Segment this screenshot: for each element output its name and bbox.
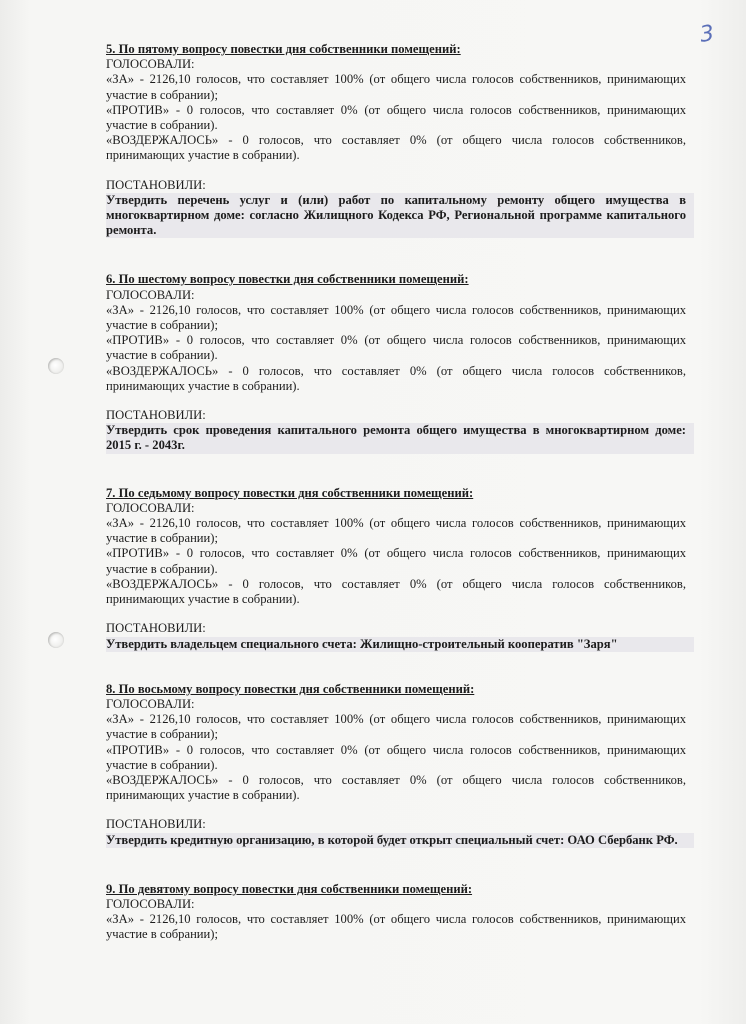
vote-against: «ПРОТИВ» - 0 голосов, что составляет 0% (от общего числа голосов собственников, принимающих участие в собрании).: [106, 742, 686, 772]
voted-label: ГОЛОСОВАЛИ:: [106, 287, 195, 302]
document-body: [106, 42, 686, 943]
section-heading: 8. По восьмому вопросу повестки дня собственники помещений:: [106, 681, 475, 696]
section-6: [106, 272, 686, 453]
decided-label: ПОСТАНОВИЛИ:: [106, 177, 206, 192]
decided-label: ПОСТАНОВИЛИ:: [106, 408, 206, 423]
section-heading: 6. По шестому вопросу повестки дня собственники помещений:: [106, 272, 469, 287]
decision-text: Утвердить срок проведения капитального ремонта общего имущества в многоквартирном доме: 2015 г. - 2043г.: [106, 423, 694, 453]
section-heading: 7. По седьмому вопросу повестки дня собственники помещений:: [106, 485, 474, 500]
punch-hole: [48, 358, 64, 374]
vote-for: «ЗА» - 2126,10 голосов, что составляет 100% (от общего числа голосов собственников, принимающих участие в собрании);: [106, 302, 686, 333]
voted-label: ГОЛОСОВАЛИ:: [106, 696, 195, 711]
section-heading: 5. По пятому вопросу повестки дня собственники помещений:: [106, 42, 461, 56]
vote-for: «ЗА» - 2126,10 голосов, что составляет 100% (от общего числа голосов собственников, принимающих участие в собрании);: [106, 912, 686, 942]
section-8: [106, 682, 686, 848]
decision-text: Утвердить перечень услуг и (или) работ по капитальному ремонту общего имущества в многоквартирном доме: согласно Жилищного Кодекса РФ, Региональной программе капитального ремонта.: [106, 193, 694, 239]
decision-text: Утвердить владельцем специального счета: Жилищно-строительный кооператив "Заря": [106, 637, 694, 652]
vote-for: «ЗА» - 2126,10 голосов, что составляет 100% (от общего числа голосов собственников, принимающих участие в собрании);: [106, 712, 686, 742]
decided-label: ПОСТАНОВИЛИ:: [106, 621, 206, 636]
vote-against: «ПРОТИВ» - 0 голосов, что составляет 0% (от общего числа голосов собственников, принимающих участие в собрании).: [106, 546, 686, 576]
voted-label: ГОЛОСОВАЛИ:: [106, 500, 195, 515]
vote-for: «ЗА» - 2126,10 голосов, что составляет 100% (от общего числа голосов собственников, принимающих участие в собрании);: [106, 72, 686, 102]
section-9: [106, 882, 686, 943]
section-7: [106, 486, 686, 652]
punch-hole: [48, 632, 64, 648]
vote-against: «ПРОТИВ» - 0 голосов, что составляет 0% (от общего числа голосов собственников, принимающих участие в собрании).: [106, 102, 686, 133]
vote-abstained: «ВОЗДЕРЖАЛОСЬ» - 0 голосов, что составляет 0% (от общего числа голосов собственников, принимающих участие в собрании).: [106, 133, 686, 163]
vote-abstained: «ВОЗДЕРЖАЛОСЬ» - 0 голосов, что составляет 0% (от общего числа голосов собственников, принимающих участие в собрании).: [106, 576, 686, 607]
vote-for: «ЗА» - 2126,10 голосов, что составляет 100% (от общего числа голосов собственников, принимающих участие в собрании);: [106, 516, 686, 546]
vote-against: «ПРОТИВ» - 0 голосов, что составляет 0% (от общего числа голосов собственников, принимающих участие в собрании).: [106, 333, 686, 363]
voted-label: ГОЛОСОВАЛИ:: [106, 896, 195, 911]
vote-abstained: «ВОЗДЕРЖАЛОСЬ» - 0 голосов, что составляет 0% (от общего числа голосов собственников, принимающих участие в собрании).: [106, 772, 686, 803]
section-heading: 9. По девятому вопросу повестки дня собственники помещений:: [106, 881, 473, 896]
handwritten-page-number: 3: [698, 21, 716, 48]
voted-label: ГОЛОСОВАЛИ:: [106, 57, 195, 72]
vote-abstained: «ВОЗДЕРЖАЛОСЬ» - 0 голосов, что составляет 0% (от общего числа голосов собственников, принимающих участие в собрании).: [106, 363, 686, 393]
decided-label: ПОСТАНОВИЛИ:: [106, 817, 206, 832]
section-5: [106, 42, 686, 238]
decision-text: Утвердить кредитную организацию, в которой будет открыт специальный счет: ОАО Сбербанк РФ.: [106, 833, 694, 848]
